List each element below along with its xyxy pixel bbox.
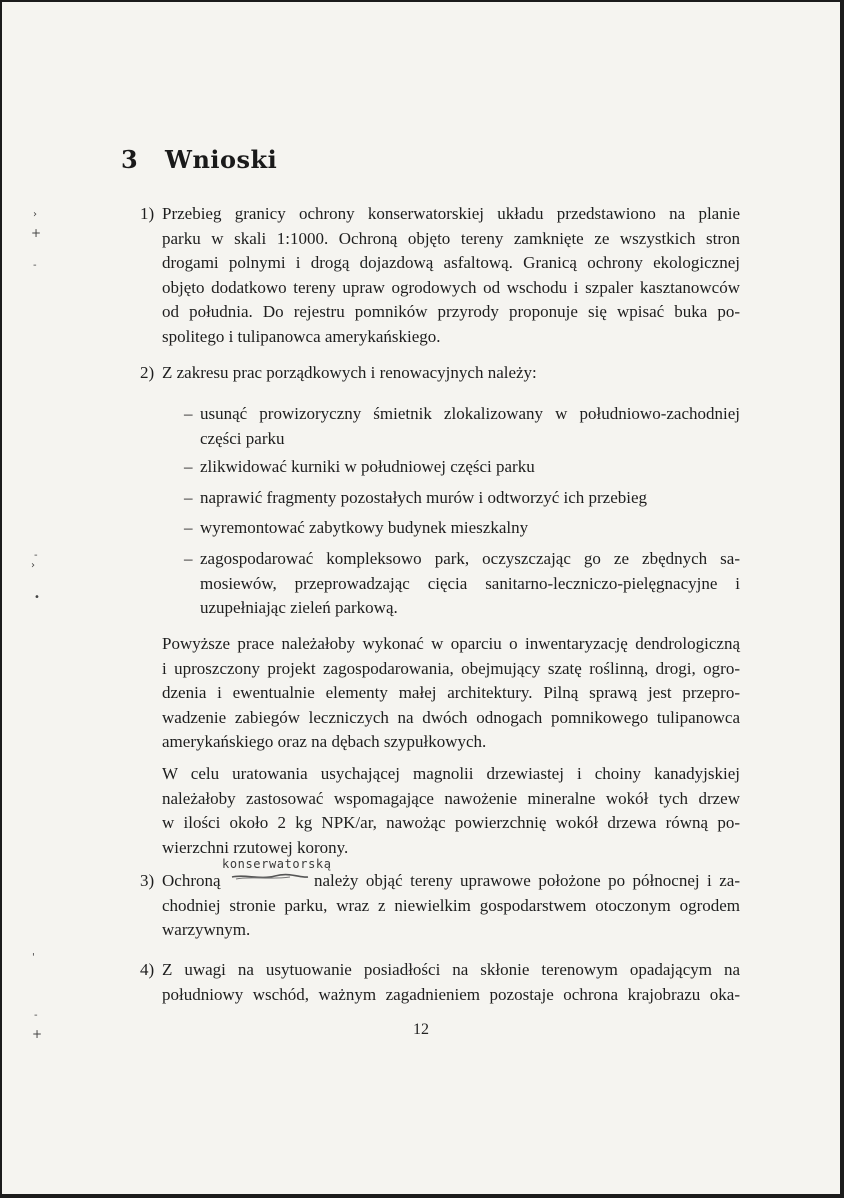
- margin-mark: -: [34, 550, 38, 561]
- text-line: uzupełniając zieleń parkową.: [200, 598, 398, 617]
- bullet-dash: –: [184, 457, 193, 476]
- text-line: wadzenie zabiegów leczniczych na dwóch odnogach pomnikowego tulipanowca: [162, 707, 740, 727]
- section-number: 3: [121, 145, 139, 174]
- text-line: wyremontować zabytkowy budynek mieszkalny: [200, 518, 529, 537]
- text-line: W celu uratowania usychającej magnolii drzewiastej i choiny kanadyjskiej: [162, 764, 740, 783]
- text-line: spolitego i tulipanowca amerykańskiego.: [162, 326, 441, 346]
- text-line: południowy wschód, ważnym zagadnieniem pozostaje ochrona krajobrazu oka-: [162, 984, 740, 1004]
- text-line: dzenia i ewentualnie elementy małej architektury. Pilną sprawą jest przepro-: [162, 683, 740, 702]
- text-fragment: należy objąć tereny uprawowe położone po północnej i za-: [314, 871, 740, 890]
- text-line: amerykańskiego oraz na dębach szypułkowych.: [162, 732, 487, 751]
- bullet-dash: –: [184, 488, 193, 507]
- bullet-dash: –: [184, 549, 193, 568]
- text-line: warzywnym.: [162, 920, 251, 939]
- text-line: [162, 869, 740, 894]
- item-number: 3): [140, 871, 155, 890]
- margin-mark: -: [34, 1010, 38, 1021]
- text-fragment: Ochroną: [162, 871, 221, 890]
- item-1-text: [162, 202, 740, 349]
- margin-mark: +: [32, 1027, 43, 1041]
- item-number: 1): [140, 204, 155, 223]
- text-line: mosiewów, przeprowadzając cięcia sanitarno-leczniczo-pielęgnacyjne i: [200, 573, 740, 593]
- section-heading: [121, 145, 277, 174]
- text-line: zlikwidować kurniki w południowej części parku: [200, 457, 535, 476]
- text-line: zagospodarować kompleksowo park, oczyszczając go ze zbędnych sa-: [200, 549, 740, 568]
- margin-mark: ›: [31, 560, 35, 571]
- text-line: parku w skali 1:1000. Ochroną objęto tereny zamknięte ze wszystkich stron: [162, 228, 740, 248]
- text-line: wierzchni rzutowej korony.: [162, 837, 349, 857]
- handwritten-correction: konserwatorską: [222, 857, 332, 871]
- bullet-dash: –: [184, 518, 193, 537]
- text-line: Powyższe prace należałoby wykonać w oparciu o inwentaryzację dendrologiczną: [162, 634, 740, 653]
- margin-mark: +: [31, 226, 42, 240]
- document-page: [2, 2, 840, 1194]
- margin-mark: ': [32, 952, 35, 963]
- page-number: 12: [413, 1021, 429, 1038]
- text-line: części parku: [200, 428, 285, 448]
- text-line: w ilości około 2 kg NPK/ar, nawożąc powierzchnię wokół drzewa równą po-: [162, 813, 740, 832]
- text-line: i uproszczony projekt zagospodarowania, obejmujący szatę roślinną, drogi, ogro-: [162, 658, 740, 678]
- text-line: drogami polnymi i drogą dojazdową asfaltową. Granicą ochrony ekologicznej: [162, 253, 740, 272]
- text-line: naprawić fragmenty pozostałych murów i odtworzyć ich przebieg: [200, 488, 648, 507]
- item-number: 4): [140, 960, 155, 979]
- section-title: Wnioski: [165, 145, 278, 174]
- text-line: chodniej stronie parku, wraz z niewielkim gospodarstwem otoczonym ogrodem: [162, 895, 740, 915]
- text-line: objęto dodatkowo tereny upraw ogrodowych od wschodu i szpaler kasztanowców: [162, 277, 740, 297]
- text-line: Z uwagi na usytuowanie posiadłości na skłonie terenowym opadającym na: [162, 960, 740, 979]
- text-line: należałoby zastosować wspomagające nawożenie mineralne wokół tych drzew: [162, 788, 740, 808]
- bullet-dash: –: [184, 404, 193, 423]
- paragraph: [162, 762, 740, 860]
- margin-mark: •: [34, 592, 40, 603]
- text-line: od południa. Do rejestru pomników przyrody proponuje się wpisać buka po-: [162, 302, 740, 321]
- margin-mark: ›: [33, 209, 37, 220]
- text-line: Przebieg granicy ochrony konserwatorskiej układu przedstawiono na planie: [162, 204, 740, 223]
- paragraph: [162, 632, 740, 755]
- item-2-intro: Z zakresu prac porządkowych i renowacyjnych należy:: [162, 363, 537, 382]
- text-line: usunąć prowizoryczny śmietnik zlokalizowany w południowo-zachodniej: [200, 404, 740, 423]
- item-number: 2): [140, 363, 155, 382]
- margin-mark: -: [33, 260, 37, 271]
